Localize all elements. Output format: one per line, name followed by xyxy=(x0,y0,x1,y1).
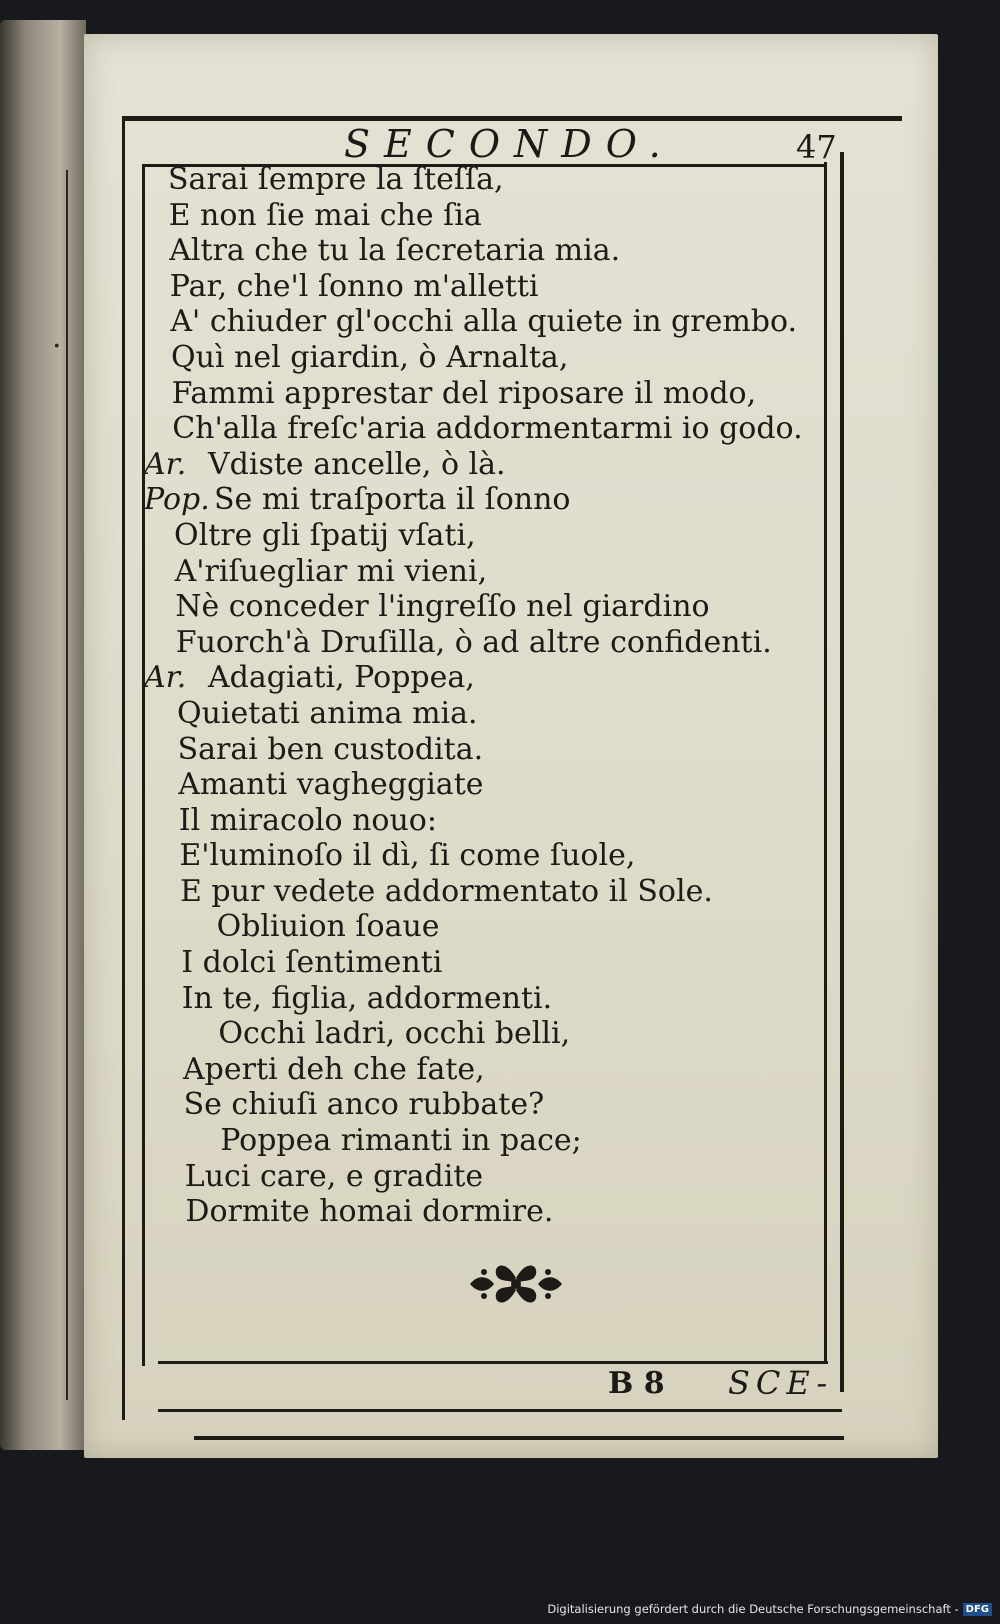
header-rule-top xyxy=(122,116,902,121)
frame-outer-left xyxy=(122,120,125,1420)
verse-line-text: I dolci ſentimenti xyxy=(181,945,443,981)
verse-line-text: Sarai ben custodita. xyxy=(177,731,484,767)
verse-line xyxy=(144,625,864,661)
verse-line-text: Ch'alla freſc'aria addormentarmi io godo. xyxy=(172,411,803,447)
previous-page-edge xyxy=(0,20,86,1450)
verse-line-text: Vdiste ancelle, ò là. xyxy=(208,446,506,482)
verse-line xyxy=(144,1087,864,1123)
verse-line xyxy=(144,411,864,447)
footer-rule-bottom xyxy=(194,1436,844,1440)
footer-rule-inner xyxy=(158,1409,842,1412)
running-title: SECONDO. xyxy=(344,122,675,166)
verse-line-text: Par, che'l ſonno m'alletti xyxy=(169,268,539,304)
verse-line xyxy=(144,518,864,554)
verse-line-text: E'luminoſo il dì, ſi come ſuole, xyxy=(179,838,636,874)
previous-page-frame-line xyxy=(66,170,68,1400)
verse-line xyxy=(144,554,864,590)
verse-line-text: E non ſie mai che ſia xyxy=(168,197,482,233)
verse-line xyxy=(144,945,864,981)
verse-line-text: Fuorch'à Druſilla, ò ad altre confidenti. xyxy=(175,624,772,660)
verse-line-text: Oltre gli ſpatij vſati, xyxy=(174,517,476,553)
verse-line xyxy=(144,767,864,803)
fleuron-ornament-icon xyxy=(466,1256,566,1312)
digitization-credit xyxy=(547,1602,992,1616)
book-page xyxy=(84,34,938,1458)
verse-line xyxy=(144,981,864,1017)
verse-line xyxy=(144,376,864,412)
verse-line-text: Adagiati, Poppea, xyxy=(208,660,475,696)
verse-line-text: Nè conceder l'ingreſſo nel giardino xyxy=(175,589,710,625)
verse-line xyxy=(144,1159,864,1195)
dfg-badge: DFG xyxy=(963,1603,992,1616)
verse-line-text: Dormite homai dormire. xyxy=(185,1194,554,1230)
verse-line xyxy=(144,233,864,269)
verse-line xyxy=(144,1123,864,1159)
verse-line-text: Amanti vagheggiate xyxy=(178,767,484,803)
verse-line-text: Altra che tu la ſecretaria mia. xyxy=(169,233,621,269)
verse-line xyxy=(144,162,864,198)
verse-line xyxy=(144,909,864,945)
verse-line xyxy=(144,803,864,839)
verse-line-text: Obliuion ſoaue xyxy=(216,909,440,945)
verse-line xyxy=(144,482,864,518)
speaker-label: Pop. xyxy=(144,482,210,518)
verse-line xyxy=(144,304,864,340)
verse-line-text: In te, figlia, addormenti. xyxy=(181,980,553,1016)
verse-line-text: Luci care, e gradite xyxy=(184,1158,484,1194)
verse-line xyxy=(144,447,864,483)
verse-line xyxy=(144,874,864,910)
verse-line-text: Aperti deh che fate, xyxy=(183,1051,485,1087)
verse-line xyxy=(144,1016,864,1052)
verse-line-text: Se mi traſporta il ſonno xyxy=(214,482,571,518)
catchword: SCE- xyxy=(728,1364,834,1402)
verse-line xyxy=(144,1052,864,1088)
verse-line xyxy=(144,198,864,234)
verse-line xyxy=(144,1194,864,1230)
credit-text: Digitalisierung gefördert durch die Deutsche Forschungsgemeinschaft - xyxy=(547,1602,959,1616)
verse-line-text: Fammi apprestar del riposare il modo, xyxy=(171,375,757,411)
verse-line-text: Sarai ſempre la ſteſſa, xyxy=(168,162,504,197)
verse-line-text: Quietati anima mia. xyxy=(177,695,478,731)
verse-line xyxy=(144,732,864,768)
verse-line-text: E pur vedete addormentato il Sole. xyxy=(180,873,713,909)
verse-line-text: A'riſuegliar mi vieni, xyxy=(174,553,488,589)
verse-line-text: Quì nel giardin, ò Arnalta, xyxy=(171,339,569,375)
verse-line-text: Se chiuſi anco rubbate? xyxy=(183,1087,545,1123)
verse-line xyxy=(144,838,864,874)
verse-line xyxy=(144,269,864,305)
signature-mark: B 8 xyxy=(608,1366,665,1401)
verse-line xyxy=(144,589,864,625)
previous-page-fragment: . xyxy=(52,320,62,355)
verse-line xyxy=(144,696,864,732)
speaker-label: Ar. xyxy=(144,660,187,696)
speaker-label: Ar. xyxy=(144,446,187,482)
verse-line xyxy=(144,660,864,696)
verse-text xyxy=(144,162,864,1230)
verse-line-text: Occhi ladri, occhi belli, xyxy=(218,1016,571,1052)
page-number: 47 xyxy=(796,128,837,166)
verse-line-text: Il miracolo nouo: xyxy=(178,802,437,838)
verse-line xyxy=(144,340,864,376)
verse-line-text: A' chiuder gl'occhi alla quiete in grembo. xyxy=(170,304,798,340)
verse-line-text: Poppea rimanti in pace; xyxy=(220,1123,582,1159)
